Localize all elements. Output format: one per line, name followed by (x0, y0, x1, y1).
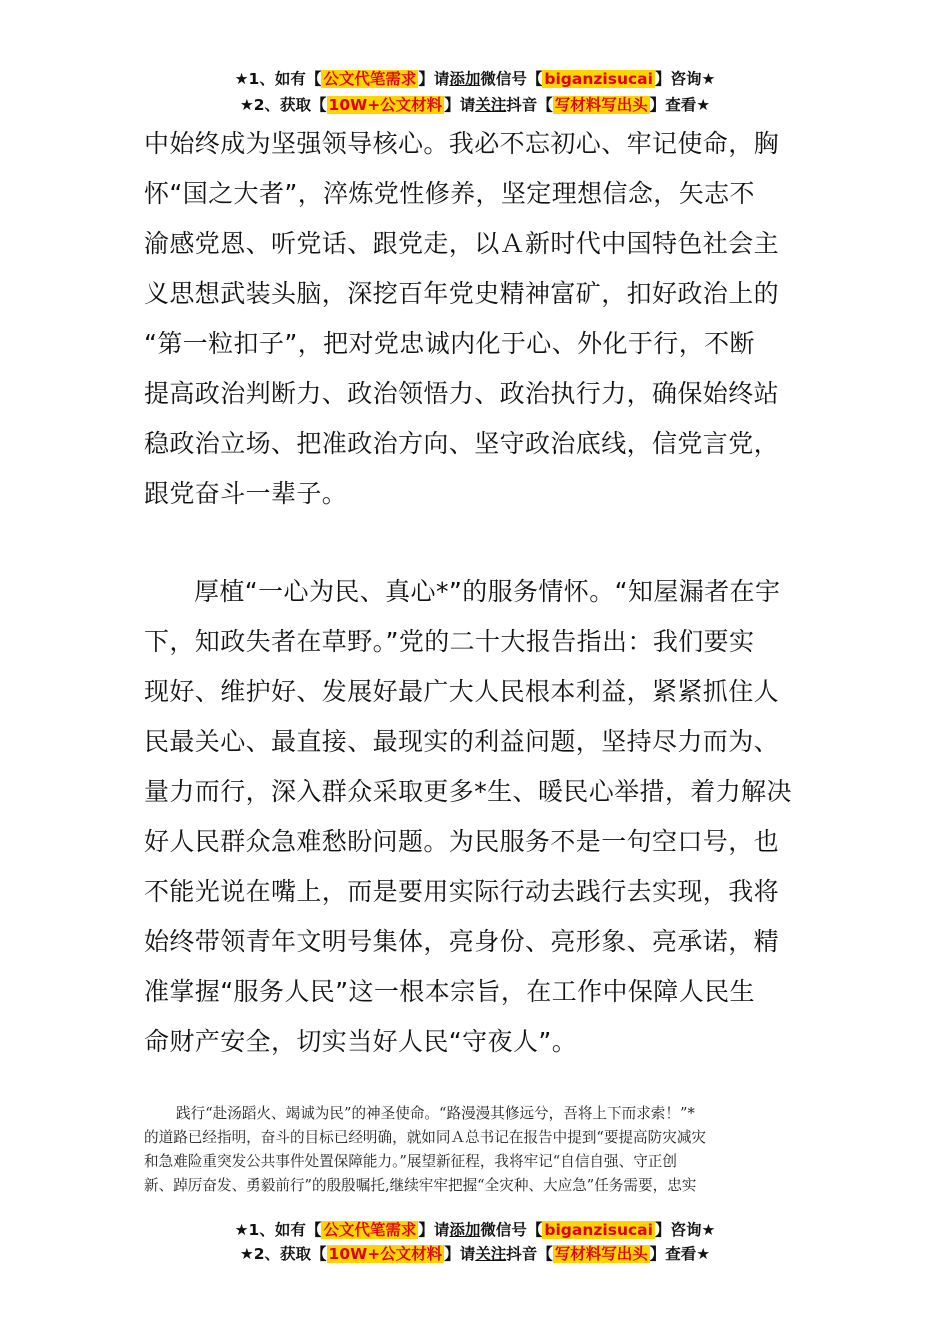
banner-text: 】咨询★ (654, 70, 716, 88)
banner-text: 】查看★ (649, 96, 711, 114)
text-line: 下，知政失者在草野。”党的二十大报告指出：我们要实 (144, 627, 755, 656)
banner-highlight: biganzisucai (544, 70, 653, 88)
text-line: 命财产安全，切实当好人民“守夜人”。 (144, 1027, 578, 1056)
banner-text: ★1、如有【 (234, 1221, 322, 1239)
banner-text: 】请 (444, 96, 476, 114)
text-line-indented: 践行“赴汤蹈火、竭诚为民”的神圣使命。“路漫漫其修远兮，吾将上下而求索！”* (176, 1105, 695, 1122)
text-line: 量力而行，深入群众采取更多*生、暖民心举措，着力解决 (144, 777, 792, 806)
bottom-banner-line-2 (0, 1243, 950, 1265)
banner-text: ★2、获取【 (239, 1245, 327, 1263)
text-line: 民最关心、最直接、最现实的利益问题，坚持尽力而为、 (144, 727, 780, 756)
top-banner-line-2 (0, 94, 950, 116)
banner-text: 】请 (444, 1245, 476, 1263)
text-line: 始终带领青年文明号集体，亮身份、亮形象、亮承诺，精 (144, 927, 780, 956)
banner-emphasis: 添加 (449, 70, 481, 88)
text-line: 渝感党恩、听党话、跟党走，以Ａ新时代中国特色社会主 (144, 229, 780, 258)
text-line-indented: 厚植“一心为民、真心*”的服务情怀。“知屋漏者在宇 (194, 577, 781, 606)
banner-highlight: biganzisucai (544, 1221, 653, 1239)
banner-emphasis: 关注 (475, 1245, 507, 1263)
banner-highlight: 写材料写出头 (554, 1245, 648, 1263)
banner-text: 】请 (418, 70, 450, 88)
banner-text: 微信号【 (480, 1221, 543, 1239)
banner-text: 抖音【 (506, 1245, 553, 1263)
banner-text: 】请 (418, 1221, 450, 1239)
banner-highlight: 10W+公文材料 (328, 96, 443, 114)
banner-text: ★1、如有【 (234, 70, 322, 88)
banner-emphasis: 关注 (475, 96, 507, 114)
text-line: 和急难险重突发公共事件处置保障能力。”展望新征程，我将牢记“自信自强、守正创 (144, 1153, 677, 1170)
text-line: 现好、维护好、发展好最广大人民根本利益，紧紧抓住人 (144, 677, 780, 706)
banner-highlight: 公文代笔需求 (323, 70, 417, 88)
text-line: 怀“国之大者”，淬炼党性修养，坚定理想信念，矢志不 (144, 179, 755, 208)
banner-text: ★2、获取【 (239, 96, 327, 114)
text-line: 准掌握“服务人民”这一根本宗旨，在工作中保障人民生 (144, 977, 755, 1006)
bottom-banner-line-1 (0, 1219, 950, 1241)
text-line: 跟党奋斗一辈子。 (144, 479, 348, 508)
banner-text: 】咨询★ (654, 1221, 716, 1239)
banner-text: 】查看★ (649, 1245, 711, 1263)
banner-text: 抖音【 (506, 96, 553, 114)
text-line: 中始终成为坚强领导核心。我必不忘初心、牢记使命，胸 (144, 129, 780, 158)
text-line: “第一粒扣子”，把对党忠诚内化于心、外化于行，不断 (144, 329, 755, 358)
banner-highlight: 10W+公文材料 (328, 1245, 443, 1263)
text-line: 好人民群众急难愁盼问题。为民服务不是一句空口号，也 (144, 827, 780, 856)
text-line: 义思想武装头脑，深挖百年党史精神富矿，扣好政治上的 (144, 279, 780, 308)
text-line: 不能光说在嘴上，而是要用实际行动去践行去实现，我将 (144, 877, 780, 906)
text-line: 的道路已经指明，奋斗的目标已经明确，就如同Ａ总书记在报告中提到“要提高防灾减灾 (144, 1129, 707, 1146)
banner-highlight: 公文代笔需求 (323, 1221, 417, 1239)
banner-highlight: 写材料写出头 (554, 96, 648, 114)
top-banner-line-1 (0, 68, 950, 90)
text-line: 稳政治立场、把准政治方向、坚守政治底线，信党言党， (144, 429, 780, 458)
text-line: 新、踔厉奋发、勇毅前行”的殷殷嘱托,继续牢牢把握“全灾种、大应急”任务需要，忠实 (144, 1177, 697, 1194)
banner-text: 微信号【 (480, 70, 543, 88)
banner-emphasis: 添加 (449, 1221, 481, 1239)
text-line: 提高政治判断力、政治领悟力、政治执行力，确保始终站 (144, 379, 780, 408)
